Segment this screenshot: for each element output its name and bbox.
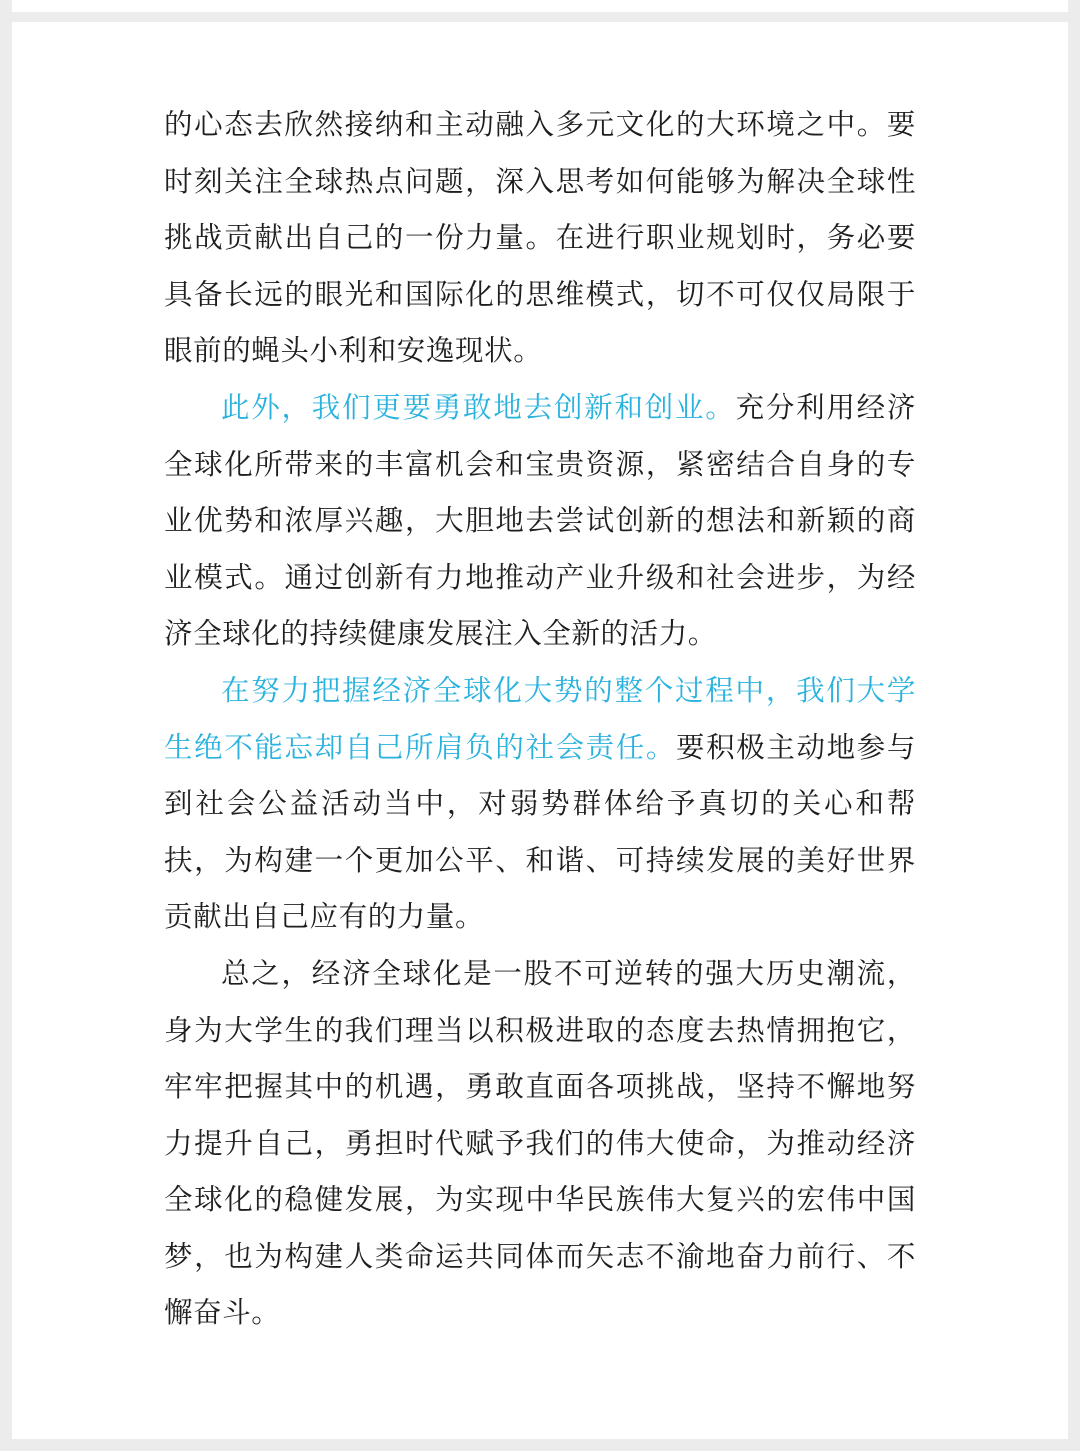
paragraph-2 (164, 380, 916, 663)
page-frame-bottom (0, 1439, 1080, 1451)
paragraph-4-text: 总之，经济全球化是一股不可逆转的强大历史潮流，身为大学生的我们理当以积极进取的态度去热情拥抱它，牢牢把握其中的机遇，勇敢直面各项挑战，坚持不懈地努力提升自己，勇担时代赋予我们的伟大使命，为推动经济全球化的稳健发展，为实现中华民族伟大复兴的宏伟中国梦，也为构建人类命运共同体而矢志不渝地奋力前行、不懈奋斗。 (164, 956, 916, 1330)
paragraph-3 (164, 663, 916, 946)
page-frame-left (0, 0, 12, 1451)
page-frame-right (1068, 0, 1080, 1451)
paragraph-4 (164, 946, 916, 1342)
paragraph-1-text: 的心态去欣然接纳和主动融入多元文化的大环境之中。要时刻关注全球热点问题，深入思考如何能够为解决全球性挑战贡献出自己的一份力量。在进行职业规划时，务必要具备长远的眼光和国际化的思维模式，切不可仅仅局限于眼前的蝇头小利和安逸现状。 (164, 108, 916, 368)
page-frame-top (0, 0, 1080, 22)
article-body (164, 97, 916, 1342)
paragraph-1 (164, 97, 916, 380)
paragraph-2-highlight: 此外，我们更要勇敢地去创新和创业。 (221, 390, 736, 424)
paragraph-2-text: 充分利用经济全球化所带来的丰富机会和宝贵资源，紧密结合自身的专业优势和浓厚兴趣，大胆地去尝试创新的想法和新颖的商业模式。通过创新有力地推动产业升级和社会进步，为经济全球化的持续健康发展注入全新的活力。 (164, 390, 917, 651)
paragraph-3-highlight: 在努力把握经济全球化大势的整个过程中，我们大学生绝不能忘却自己所肩负的社会责任。 (164, 673, 916, 764)
paragraph-3-text: 要积极主动地参与到社会公益活动当中，对弱势群体给予真切的关心和帮扶，为构建一个更加公平、和谐、可持续发展的美好世界贡献出自己应有的力量。 (164, 730, 916, 934)
